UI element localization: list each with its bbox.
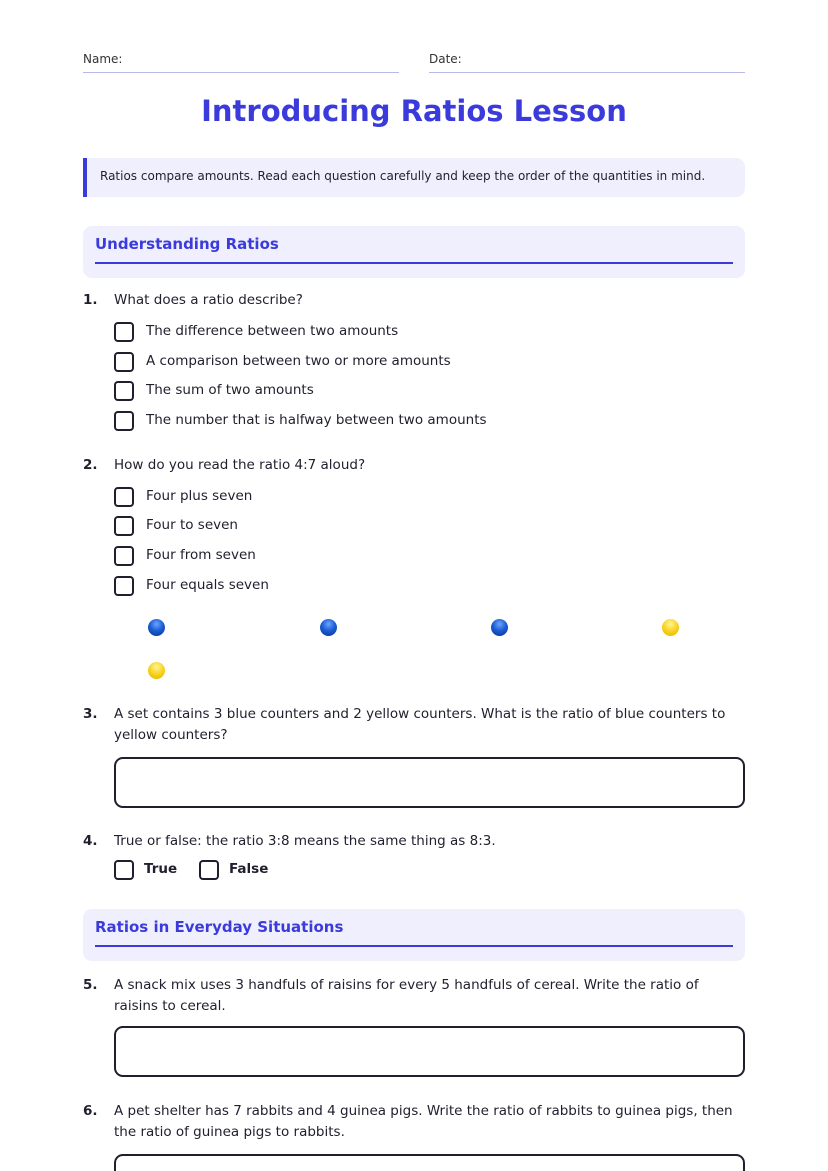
question-text: True or false: the ratio 3:8 means the same thing as 8:3. — [114, 833, 496, 849]
blue-counter — [491, 619, 508, 636]
question-number: 3. — [83, 706, 98, 722]
intro-text: Ratios compare amounts. Read each question carefully and keep the order of the quantities in mind. — [100, 169, 706, 183]
question-text: How do you read the ratio 4:7 aloud? — [114, 457, 366, 473]
checkbox[interactable] — [114, 381, 134, 401]
option-label: False — [229, 861, 269, 877]
header-row — [83, 52, 745, 73]
question-number: 4. — [83, 833, 98, 849]
checkbox[interactable] — [114, 352, 134, 372]
answer-box-q3[interactable] — [114, 757, 745, 808]
checkbox[interactable] — [114, 860, 134, 880]
name-field[interactable] — [83, 52, 399, 73]
checkbox[interactable] — [114, 487, 134, 507]
checkbox[interactable] — [114, 516, 134, 536]
date-field[interactable] — [429, 52, 745, 73]
question-number: 5. — [83, 977, 98, 993]
section-title: Ratios in Everyday Situations — [95, 918, 344, 936]
blue-counter — [320, 619, 337, 636]
question-text: A set contains 3 blue counters and 2 yellow counters. What is the ratio of blue counters to yellow counters? — [114, 706, 726, 743]
checkbox[interactable] — [114, 322, 134, 342]
question-text: A snack mix uses 3 handfuls of raisins for every 5 handfuls of cereal. Write the ratio of raisins to cereal. — [114, 977, 699, 1014]
option-label: The number that is halfway between two amounts — [146, 412, 487, 428]
answer-box-q6[interactable] — [114, 1154, 745, 1171]
blue-counter — [148, 619, 165, 636]
option-label: Four equals seven — [146, 577, 269, 593]
date-label: Date: — [429, 52, 462, 66]
question-number: 2. — [83, 457, 98, 473]
intro-callout — [83, 158, 745, 197]
question-number: 6. — [83, 1103, 98, 1119]
checkbox[interactable] — [199, 860, 219, 880]
answer-box-q5[interactable] — [114, 1026, 745, 1077]
option-label: The difference between two amounts — [146, 323, 399, 339]
question-number: 1. — [83, 292, 98, 308]
option-label: The sum of two amounts — [146, 382, 314, 398]
checkbox[interactable] — [114, 411, 134, 431]
option-label: Four to seven — [146, 517, 238, 533]
section-divider — [95, 945, 733, 947]
question-text: What does a ratio describe? — [114, 292, 303, 308]
yellow-counter — [148, 662, 165, 679]
section-header-understanding — [83, 226, 745, 278]
option-label: True — [144, 861, 178, 877]
option-label: Four from seven — [146, 547, 256, 563]
section-divider — [95, 262, 733, 264]
checkbox[interactable] — [114, 546, 134, 566]
option-label: Four plus seven — [146, 488, 253, 504]
yellow-counter — [662, 619, 679, 636]
section-header-everyday — [83, 909, 745, 961]
option-label: A comparison between two or more amounts — [146, 353, 451, 369]
name-label: Name: — [83, 52, 123, 66]
question-text: A pet shelter has 7 rabbits and 4 guinea pigs. Write the ratio of rabbits to guinea pigs, then the ratio of guinea pigs to rabbits. — [114, 1103, 733, 1140]
checkbox[interactable] — [114, 576, 134, 596]
section-title: Understanding Ratios — [95, 235, 279, 253]
page-title: Introducing Ratios Lesson — [201, 94, 627, 128]
